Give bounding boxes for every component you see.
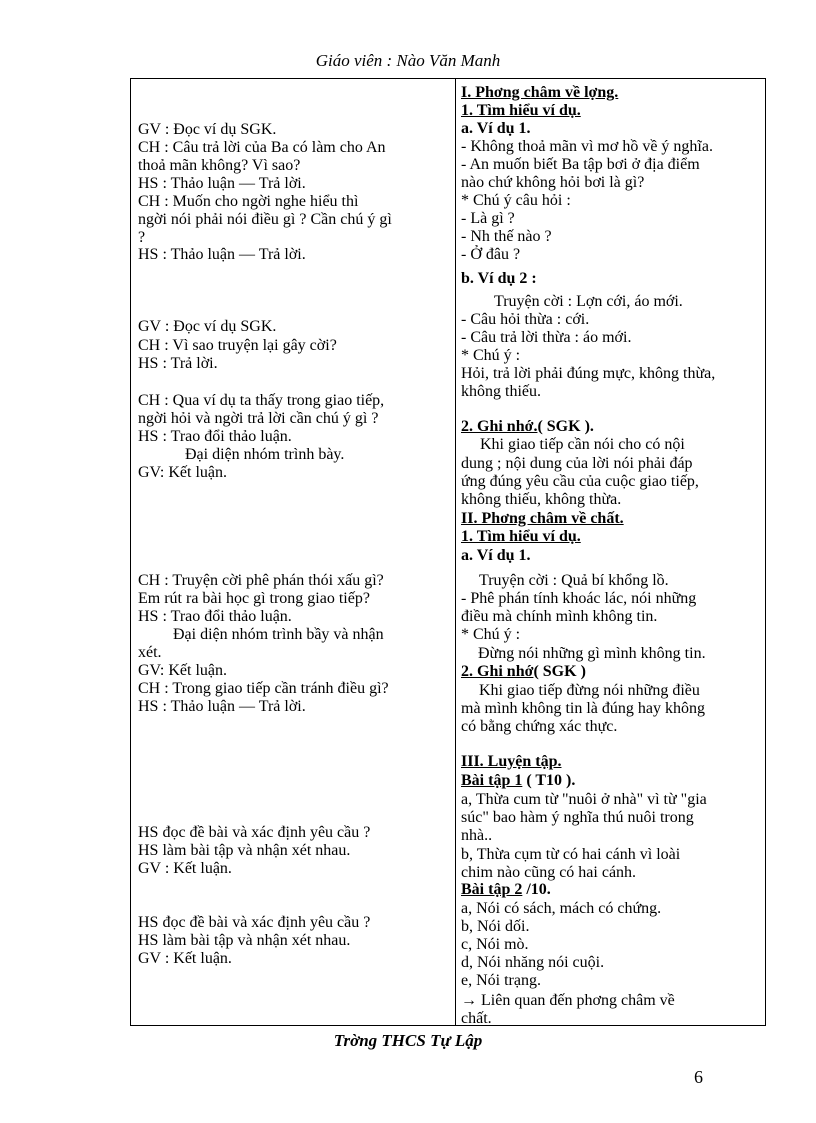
right-line: Khi giao tiếp cần nói cho có nội [480,436,685,453]
right-line: có bằng chứng xác thực. [461,718,618,735]
left-line: HS : Thảo luận — Trả lời. [138,698,306,715]
right-line: ứng đúng yêu cầu của cuộc giao tiếp, [461,473,699,490]
arrow-right-icon: → [461,992,477,1009]
right-line: chim nào cũng có hai cánh. [461,864,637,881]
right-line: * Chú ý : [461,347,521,364]
right-line: - Nh thế nào ? [461,228,552,245]
left-line: Đại diện nhóm trình bày. [185,446,345,463]
right-line: a, Nói có sách, mách có chứng. [461,900,662,917]
right-line: Hỏi, trả lời phải đúng mực, không thừa, [461,365,716,382]
left-line: CH : Qua ví dụ ta thấy trong giao tiếp, [138,392,385,409]
left-line: ngời hỏi và ngời trả lời cần chú ý gì ? [138,410,379,427]
right-line: - Câu trả lời thừa : áo mới. [461,329,632,346]
left-line: HS : Trả lời. [138,355,218,372]
left-line: CH : Muốn cho ngời nghe hiểu thì [138,193,359,210]
page-footer: Trờng THCS Tự Lập [333,1031,483,1050]
exercise-heading: Bài tập 2 /10. [461,881,551,898]
left-line: Đại diện nhóm trình bầy và nhận [173,626,384,643]
right-line: Đừng nói những gì mình không tin. [478,645,706,662]
left-line: HS : Trao đổi thảo luận. [138,608,292,625]
exercise-heading: Bài tập 1 ( T10 ). [461,772,576,789]
left-line: CH : Câu trả lời của Ba có làm cho An [138,139,386,156]
left-line: GV: Kết luận. [138,464,228,481]
left-line: HS : Trao đổi thảo luận. [138,428,292,445]
right-line: * Chú ý : [461,626,521,643]
page-header: Giáo viên : Nào Văn Manh [315,51,501,70]
right-line: mà mình không tin là đúng hay không [461,700,705,717]
example-heading: b. Ví dụ 2 : [461,270,537,287]
left-line: CH : Vì sao truyện lại gây cời? [138,337,337,354]
right-line: không thiếu, không thừa. [461,491,622,508]
left-line: GV : Kết luận. [138,860,232,877]
arrow-line: → Liên quan đến phơng châm về [461,992,675,1009]
right-line: a, Thừa cum từ "nuôi ở nhà" vì từ "gia [461,791,707,808]
left-line: ngời nói phải nói điều gì ? Cần chú ý gì [138,211,392,228]
right-line: - Phê phán tính khoác lác, nói những [461,590,697,607]
left-line: HS đọc đề bài và xác định yêu cầu ? [138,914,371,931]
right-line: chất. [461,1010,492,1027]
subsection-heading: 1. Tìm hiểu ví dụ. [461,528,581,545]
right-line: dung ; nội dung của lời nói phải đáp [461,455,693,472]
right-line: - Là gì ? [461,210,515,227]
left-line: HS : Thảo luận — Trả lời. [138,175,306,192]
left-line: HS đọc đề bài và xác định yêu cầu ? [138,824,371,841]
left-line: xét. [138,644,162,661]
right-line: nào chứ không hỏi bơi là gì? [461,174,645,191]
left-line: CH : Truyện cời phê phán thói xấu gì? [138,572,384,589]
right-line: d, Nói nhăng nói cuội. [461,954,605,971]
subsection-heading: 1. Tìm hiểu ví dụ. [461,102,581,119]
left-line: ? [138,229,146,246]
right-line: c, Nói mò. [461,936,529,953]
left-line: Em rút ra bài học gì trong giao tiếp? [138,590,370,607]
section-heading: I. Phơng châm về lợng. [461,84,619,101]
right-line: * Chú ý câu hỏi : [461,192,571,209]
right-line: nhà.. [461,827,493,844]
section-heading: III. Luyện tập. [461,753,562,770]
left-line: GV : Đọc ví dụ SGK. [138,121,277,138]
left-line: GV: Kết luận. [138,662,228,679]
right-line: Truyện cời : Lợn cới, áo mới. [494,293,683,310]
left-line: HS làm bài tập và nhận xét nhau. [138,932,351,949]
left-line: thoả mãn không? Vì sao? [138,157,301,174]
right-line: không thiếu. [461,383,541,400]
right-line: điều mà chính mình không tin. [461,608,658,625]
right-line: Khi giao tiếp đừng nói những điều [479,682,700,699]
left-line: HS : Thảo luận — Trả lời. [138,246,306,263]
right-line: b, Nói dối. [461,918,530,935]
summary-heading: 2. Ghi nhớ.( SGK ). [461,418,594,435]
example-heading: a. Ví dụ 1. [461,547,531,564]
example-heading: a. Ví dụ 1. [461,120,531,137]
right-line: e, Nói trạng. [461,972,541,989]
right-line: - Câu hỏi thừa : cới. [461,311,590,328]
right-line: b, Thừa cụm từ có hai cánh vì loài [461,846,681,863]
right-line: - Ở đâu ? [461,246,521,263]
page-number: 6 [694,1067,703,1087]
right-line: - Không thoả mãn vì mơ hồ về ý nghĩa. [461,138,713,155]
right-line: súc" bao hàm ý nghĩa thú nuôi trong [461,809,694,826]
summary-heading: 2. Ghi nhớ( SGK ) [461,663,586,680]
section-heading: II. Phơng châm về chất. [461,510,624,527]
left-line: GV : Kết luận. [138,950,232,967]
column-divider [455,79,456,1025]
left-line: GV : Đọc ví dụ SGK. [138,318,277,335]
right-line: - An muốn biết Ba tập bơi ở địa điểm [461,156,700,173]
left-line: CH : Trong giao tiếp cần tránh điều gì? [138,680,389,697]
left-line: HS làm bài tập và nhận xét nhau. [138,842,351,859]
right-line: Truyện cời : Quả bí khổng lồ. [479,572,669,589]
